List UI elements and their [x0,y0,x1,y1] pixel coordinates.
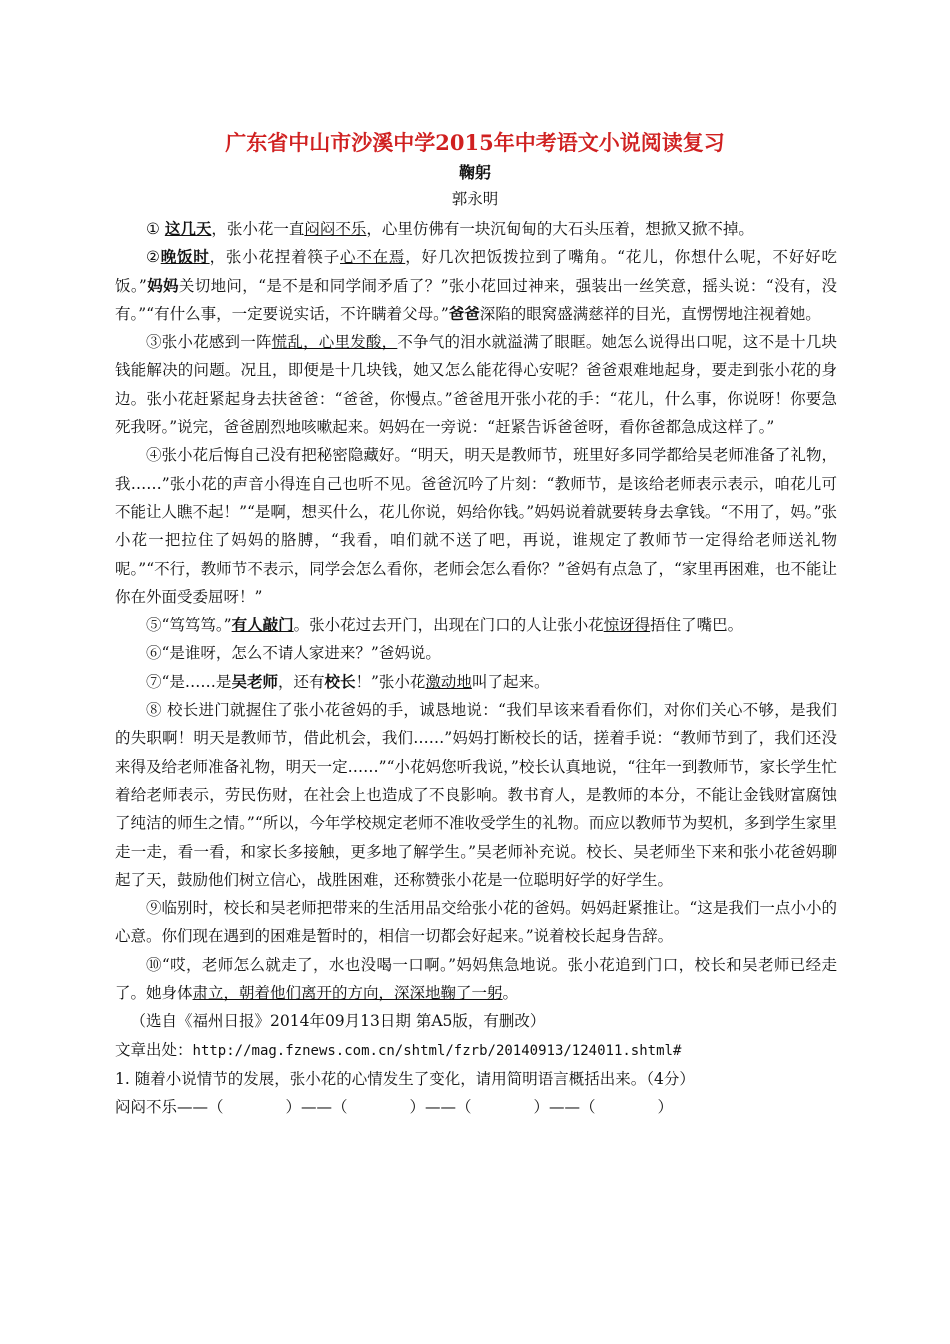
story-title: 鞠躬 [458,163,491,182]
story-author: 郭永明 [451,190,499,208]
paragraph-7: ⑦“是……是吴老师，还有校长！”张小花激动地叫了起来。 [146,671,550,691]
question-1: 1. 随着小说情节的发展，张小花的心情发生了变化，请用简明语言概括出来。（4分） [115,1069,695,1088]
bold-word: 妈妈 [146,275,179,295]
paragraph-3: ③张小花感到一阵慌乱，心里发酸，不争气的泪水就溢满了眼眶。她怎么说得出口呢，这不是十几块钱能解决的问题。况且，即便是十几块钱，她又怎么能花得心安呢？爸爸艰难地起身，要走到张小花的身边。张小花赶紧起身去扶爸爸：“爸爸，你慢点。”爸爸甩开张小花的手：“花儿，什么事，你说呀！你要急死我呀。”说完，爸爸剧烈地咳嗽起来。妈妈在一旁说：“赶紧告诉爸爸呀，看你爸都急成这样了。” [115,333,837,437]
bold-word: 校长 [324,671,356,691]
marked-phrase: 闷闷不乐 [304,220,367,238]
marked-phrase: 慌乱，心里发酸， [271,333,398,352]
paragraph-10: ⑩“哎，老师怎么就走了，水也没喝一口啊。”妈妈焦急地说。张小花追到门口，校长和吴老师已经走了。她身体肃立，朝着他们离开的方向，深深地鞠了一躬。 [115,955,837,1003]
paragraph-5: ⑤“笃笃笃。”有人敲门。张小花过去开门，出现在门口的人让张小花惊讶得捂住了嘴巴。 [146,615,744,635]
paragraph-6: ⑥“是谁呀，怎么不请人家进来？”爸妈说。 [146,644,441,663]
paragraph-4: ④张小花后悔自己没有把秘密隐藏好。“明天，明天是教师节，班里好多同学都给吴老师准备了礼物，我……”张小花的声音小得连自己也听不见。爸爸沉吟了片刻：“教师节，是该给老师表示表示，咱花儿可不能让人瞧不起！”“是啊，想买什么，花儿你说，妈给你钱。”妈妈说着就要转身去拿钱。“不用了，妈。”张小花一把拉住了妈妈的胳膊，“我看，咱们就不送了吧，再说，谁规定了教师节一定得给老师送礼物呢。”“不行，教师节不表示，同学会怎么看你，老师会怎么看你？”爸妈有点急了，“家里再困难，也不能让你在外面受委屈呀！” [115,446,837,606]
marked-phrase: 惊讶得 [603,616,651,635]
source-link-line [115,1036,837,1065]
source-note: （选自《福州日报》2014年09月13日期 第A5版，有删改） [130,1012,546,1031]
marked-phrase: 肃立，朝着他们离开的方向，深深地鞠了一躬 [192,984,503,1003]
marked-phrase: 心不在焉 [340,248,406,267]
bold-word: 爸爸 [448,303,480,323]
paragraph-9: ⑨临别时，校长和吴老师把带来的生活用品交给张小花的爸妈。妈妈赶紧推让。“这是我们一点小小的心意。你们现在遇到的困难是暂时的，相信一切都会好起来。”说着校长起身告辞。 [115,899,837,946]
page-title: 广东省中山市沙溪中学2015年中考语文小说阅读复习 [225,130,725,155]
marked-phrase: 晚饭时 [160,247,210,267]
marked-phrase: 有人敲门 [231,615,294,635]
source-link-label: 文章出处： [115,1040,193,1059]
marked-phrase: 激动地 [425,672,472,691]
paragraph-1: ① 这几天，张小花一直闷闷不乐，心里仿佛有一块沉甸甸的大石头压着，想掀又掀不掉。 [146,219,754,238]
story-body [115,215,837,1122]
bold-word: 吴老师 [231,671,278,691]
question-1-blanks: 闷闷不乐——（ ）——（ ）——（ ）——（ ） [115,1098,674,1117]
marked-phrase: 这几天 [164,219,212,238]
source-link[interactable]: http://mag.fznews.com.cn/shtml/fzrb/20140913/124011.shtml# [192,1042,682,1059]
paragraph-8: ⑧ 校长进门就握住了张小花爸妈的手，诚恳地说：“我们早该来看看你们，对你们关心不够，是我们的失职啊！明天是教师节，借此机会，我们……”妈妈打断校长的话，搓着手说：“教师节到了，我们还没来得及给老师准备礼物，明天一定……”“小花妈您听我说，”校长认真地说，“往年一到教师节，家长学生忙着给老师表示，劳民伤财，在社会上也造成了不良影响。教书育人，是教师的本分，不能让金钱财富腐蚀了纯洁的师生之情。”“所以，今年学校规定老师不准收受学生的礼物。而应以教师节为契机，多到学生家里走一走，看一看，和家长多接触，更多地了解学生。”吴老师补充说。校长、吴老师坐下来和张小花爸妈聊起了天，鼓励他们树立信心，战胜困难，还称赞张小花是一位聪明好学的好学生。 [115,701,837,889]
paragraph-2: ②晚饭时，张小花捏着筷子心不在焉，好几次把饭拨拉到了嘴角。“花儿，你想什么呢，不好好吃饭。”妈妈关切地问，“是不是和同学闹矛盾了？”张小花回过神来，强装出一丝笑意，摇头说：“没有，没有。”“有什么事，一定要说实话，不许瞒着父母。”爸爸深陷的眼窝盛满慈祥的目光，直愣愣地注视着她。 [115,247,837,323]
